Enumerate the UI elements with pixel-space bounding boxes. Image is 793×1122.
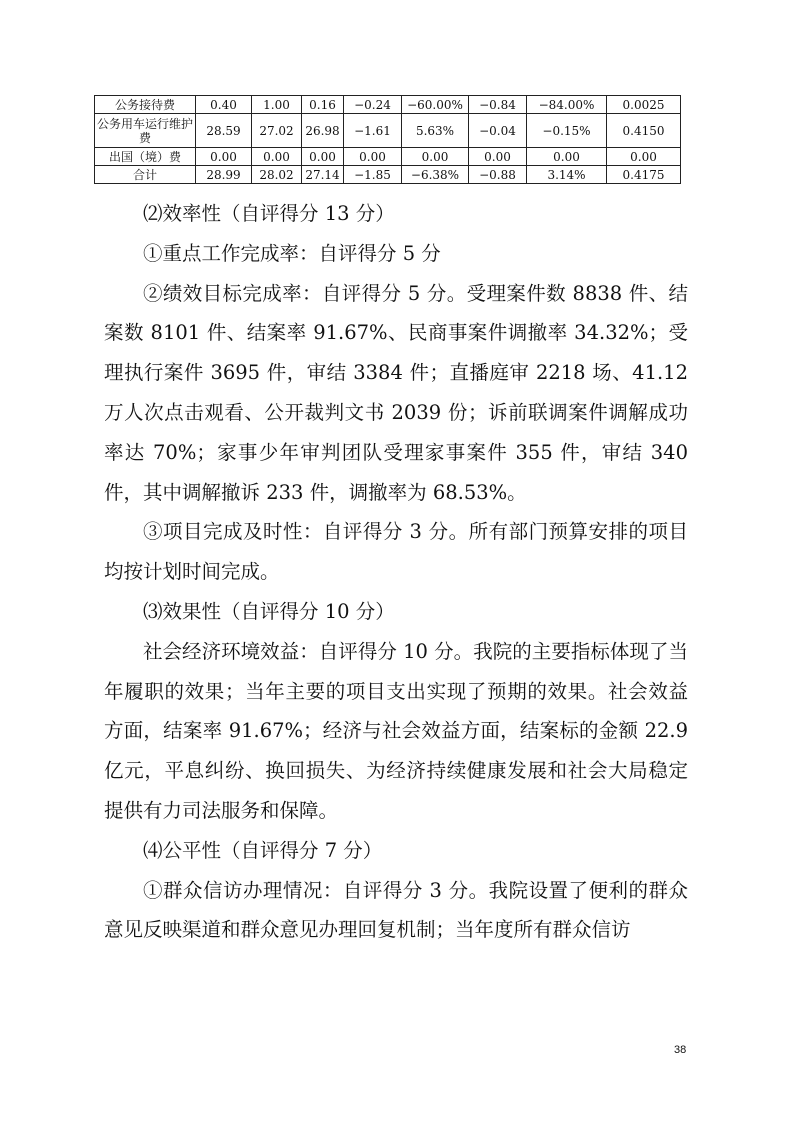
table-row bbox=[95, 148, 681, 166]
table-cell: 0.00 bbox=[252, 148, 302, 166]
row-label: 合计 bbox=[95, 166, 196, 184]
paragraph: ①重点工作完成率：自评得分 5 分 bbox=[143, 241, 441, 265]
paragraph: ②绩效目标完成率：自评得分 5 分。受理案件数 8838 件、结案数 8101 件、结案率 91.67%、民商事案件调撤率 34.32%；受理执行案件 3695 件，审结 3384 件；直播庭审 2218 场、41.12 万人次点击观看、公开裁判文书 2039 份；诉前联调案件调解成功率达 70%；家事少年审判团队受理家事案件 355 件，审结 340 件，其中调解撤诉 233 件，调撤率为 68.53%。 bbox=[104, 281, 688, 504]
table-cell: 0.00 bbox=[402, 148, 469, 166]
paragraph: ③项目完成及时性：自评得分 3 分。所有部门预算安排的项目均按计划时间完成。 bbox=[104, 520, 688, 584]
table-cell: 0.0025 bbox=[607, 96, 681, 114]
table-cell: −1.61 bbox=[344, 114, 402, 148]
paragraph: 社会经济环境效益：自评得分 10 分。我院的主要指标体现了当年履职的效果；当年主要的项目支出实现了预期的效果。社会效益方面，结案率 91.67%；经济与社会效益方面，结案标的金额 22.9 亿元，平息纠纷、换回损失、为经济持续健康发展和社会大局稳定提供有力司法服务和保障。 bbox=[104, 639, 688, 822]
paragraph: ①群众信访办理情况：自评得分 3 分。我院设置了便利的群众意见反映渠道和群众意见办理回复机制；当年度所有群众信访 bbox=[104, 878, 688, 942]
row-label: 出国（境）费 bbox=[95, 148, 196, 166]
table-cell: 3.14% bbox=[527, 166, 607, 184]
table-cell: −60.00% bbox=[402, 96, 469, 114]
table-cell: −0.15% bbox=[527, 114, 607, 148]
table-cell: 0.40 bbox=[196, 96, 252, 114]
table-cell: 0.4175 bbox=[607, 166, 681, 184]
table-cell: −1.85 bbox=[344, 166, 402, 184]
table-cell: 0.00 bbox=[607, 148, 681, 166]
page-number: 38 bbox=[674, 1044, 687, 1056]
table-cell: 0.00 bbox=[344, 148, 402, 166]
table-cell: −84.00% bbox=[527, 96, 607, 114]
section-heading: ⑵效率性（自评得分 13 分） bbox=[143, 202, 395, 225]
row-label: 公务接待费 bbox=[95, 96, 196, 114]
table-row bbox=[95, 114, 681, 148]
table-cell: 0.00 bbox=[196, 148, 252, 166]
body-text bbox=[104, 194, 688, 950]
table-cell: −6.38% bbox=[402, 166, 469, 184]
table-cell: 28.02 bbox=[252, 166, 302, 184]
section-heading: ⑷公平性（自评得分 7 分） bbox=[143, 838, 383, 862]
table-cell: −0.88 bbox=[469, 166, 527, 184]
section-heading: ⑶效果性（自评得分 10 分） bbox=[143, 599, 395, 623]
table-row bbox=[95, 166, 681, 184]
table-cell: 27.02 bbox=[252, 114, 302, 148]
table-cell: 0.00 bbox=[527, 148, 607, 166]
table-cell: −0.24 bbox=[344, 96, 402, 114]
table-cell: 1.00 bbox=[252, 96, 302, 114]
table-row bbox=[95, 96, 681, 114]
table-cell: 0.00 bbox=[469, 148, 527, 166]
table-cell: −0.84 bbox=[469, 96, 527, 114]
table-cell: 26.98 bbox=[302, 114, 344, 148]
table-cell: 28.59 bbox=[196, 114, 252, 148]
row-label: 公务用车运行维护费 bbox=[95, 114, 196, 148]
table-cell: 0.00 bbox=[302, 148, 344, 166]
table-cell: 0.16 bbox=[302, 96, 344, 114]
table-cell: 5.63% bbox=[402, 114, 469, 148]
budget-table bbox=[94, 95, 681, 184]
table-cell: −0.04 bbox=[469, 114, 527, 148]
table-cell: 28.99 bbox=[196, 166, 252, 184]
table-cell: 27.14 bbox=[302, 166, 344, 184]
table-cell: 0.4150 bbox=[607, 114, 681, 148]
